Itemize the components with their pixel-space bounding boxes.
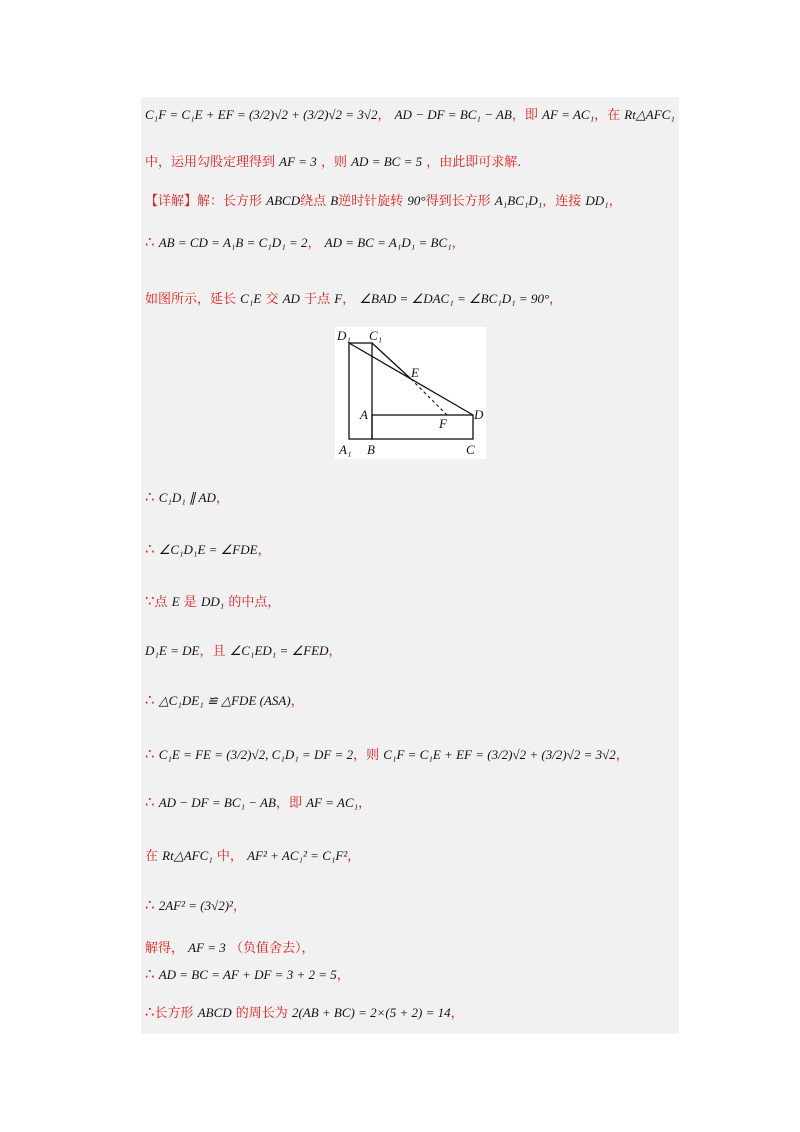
line-12 xyxy=(145,792,371,811)
separator: ， xyxy=(358,796,372,811)
therefore-symbol: ∴ xyxy=(145,1003,155,1021)
text: 中， xyxy=(216,849,243,864)
text: 的周长为 xyxy=(235,1006,288,1021)
section-label: 【详解】 xyxy=(145,194,198,209)
text: ， xyxy=(608,194,622,209)
equation: AF² + AC₁² = C₁F² xyxy=(247,848,348,863)
line-8 xyxy=(145,591,280,610)
equation: 2AF² = (3√2)² xyxy=(158,898,233,913)
equation: AF = AC₁ xyxy=(542,107,595,122)
equation: DD₁ xyxy=(200,594,225,609)
equation: D₁E = DE xyxy=(145,643,200,658)
separator: ， xyxy=(328,644,342,659)
equation: AD = BC = 5 xyxy=(351,154,423,169)
rectangle-a1bc1d1 xyxy=(349,343,372,439)
therefore-symbol: ∴ xyxy=(145,745,155,763)
line-6 xyxy=(145,487,229,506)
separator: ， xyxy=(615,748,629,763)
label-d: D xyxy=(474,407,484,422)
separator: ， xyxy=(450,1006,464,1021)
line-10 xyxy=(145,690,304,709)
separator: ， xyxy=(215,491,229,506)
equation: Rt△AFC₁ xyxy=(624,107,675,122)
text: 得到长方形 xyxy=(425,194,491,209)
text: ，即 xyxy=(275,796,302,811)
equation: C₁E xyxy=(240,291,262,306)
text: 逆时针旋转 xyxy=(338,194,404,209)
equation: ∠BAD = ∠DAC₁ = ∠BC₁D₁ = 90° xyxy=(359,291,550,306)
text: 的中点， xyxy=(228,595,281,610)
separator: ， xyxy=(451,236,465,251)
because-symbol: ∵ xyxy=(145,592,155,610)
label-b: B xyxy=(367,442,375,457)
label-c: C xyxy=(466,442,475,457)
equation: C₁D₁ ∥ AD xyxy=(158,490,216,505)
line-2 xyxy=(145,151,521,170)
label-a: A xyxy=(360,407,368,422)
therefore-symbol: ∴ xyxy=(145,540,155,558)
equation: C₁F = C₁E + EF = (3/2)√2 + (3/2)√2 = 3√2 xyxy=(145,107,378,122)
text: ，且 xyxy=(199,644,226,659)
text: 在 xyxy=(145,849,159,864)
separator: ， xyxy=(377,108,391,123)
line-13 xyxy=(145,845,360,864)
equation: AD = BC = AF + DF = 3 + 2 = 5 xyxy=(158,967,337,982)
equation: Rt△AFC₁ xyxy=(162,848,213,863)
text: 于点 xyxy=(304,292,331,307)
separator: ， xyxy=(232,899,246,914)
equation: △C₁DE₁ ≌ △FDE (ASA) xyxy=(158,693,291,708)
geometry-diagram xyxy=(335,327,486,459)
line-14 xyxy=(145,895,246,914)
equation: ∠C₁D₁E = ∠FDE xyxy=(158,542,258,557)
line-1 xyxy=(145,104,675,123)
line-3 xyxy=(145,190,622,209)
line-5 xyxy=(145,288,562,307)
therefore-symbol: ∴ xyxy=(145,793,155,811)
equation: DD₁ xyxy=(585,193,609,208)
label-a1: A₁ xyxy=(339,442,352,457)
separator: ， xyxy=(336,968,350,983)
equation: 2(AB + BC) = 2×(5 + 2) = 14 xyxy=(291,1005,451,1020)
text: 交 xyxy=(265,292,279,307)
separator: ， xyxy=(549,292,563,307)
equation: C₁E = FE = (3/2)√2, C₁D₁ = DF = 2 xyxy=(158,747,354,762)
therefore-symbol: ∴ xyxy=(145,965,155,983)
geometry-figure xyxy=(335,327,486,459)
separator: ， xyxy=(347,849,361,864)
text: ，则 xyxy=(320,155,347,170)
segment-c1e xyxy=(372,343,411,379)
therefore-symbol: ∴ xyxy=(145,691,155,709)
equation: 90° xyxy=(407,193,426,208)
text: 长方形 xyxy=(154,1006,194,1021)
text: 是 xyxy=(183,595,197,610)
text: 绕点 xyxy=(300,194,327,209)
text: 解：长方形 xyxy=(197,194,263,209)
equation: AD = BC = A₁D₁ = BC₁ xyxy=(324,235,452,250)
text: 解得， xyxy=(145,941,185,956)
therefore-symbol: ∴ xyxy=(145,488,155,506)
rectangle-abcd xyxy=(372,415,473,439)
text: ，由此即可求解. xyxy=(426,155,522,170)
equation: ∠C₁ED₁ = ∠FED xyxy=(229,643,329,658)
text: ，连接 xyxy=(542,194,582,209)
therefore-symbol: ∴ xyxy=(145,233,155,251)
text: （负值舍去）， xyxy=(229,941,315,956)
equation: ABCD xyxy=(197,1005,232,1020)
label-c1: C₁ xyxy=(369,328,383,343)
label-d1: D₁ xyxy=(337,328,351,343)
equation: E xyxy=(171,594,180,609)
text: 中，运用勾股定理得到 xyxy=(145,155,276,170)
equation: AF = 3 xyxy=(188,940,226,955)
text: 如图所示，延长 xyxy=(145,292,237,307)
separator: ， xyxy=(290,694,304,709)
label-e: E xyxy=(411,365,419,380)
equation: AD xyxy=(282,291,300,306)
equation: C₁F = C₁E + EF = (3/2)√2 + (3/2)√2 = 3√2 xyxy=(383,747,616,762)
separator: ， xyxy=(257,543,271,558)
equation: AB = CD = A₁B = C₁D₁ = 2 xyxy=(158,235,308,250)
equation: AF = AC₁ xyxy=(306,795,359,810)
therefore-symbol: ∴ xyxy=(145,896,155,914)
equation: ABCD xyxy=(266,193,301,208)
line-11 xyxy=(145,744,629,763)
separator: ， xyxy=(307,236,321,251)
line-7 xyxy=(145,539,271,558)
equation: B xyxy=(330,193,339,208)
equation: F xyxy=(334,291,343,306)
line-15 xyxy=(145,937,314,956)
line-16 xyxy=(145,964,350,983)
equation: AD − DF = BC₁ − AB xyxy=(158,795,276,810)
equation: AF = 3 xyxy=(279,154,317,169)
equation: A₁BC₁D₁ xyxy=(494,193,543,208)
text: 点 xyxy=(154,595,168,610)
text: ，则 xyxy=(353,748,380,763)
label-f: F xyxy=(439,416,447,431)
text: ，在 xyxy=(594,108,621,123)
separator: ， xyxy=(342,292,356,307)
equation: AD − DF = BC₁ − AB xyxy=(394,107,512,122)
text: ，即 xyxy=(511,108,538,123)
line-17 xyxy=(145,1002,464,1021)
line-4 xyxy=(145,232,465,251)
line-9 xyxy=(145,640,342,659)
